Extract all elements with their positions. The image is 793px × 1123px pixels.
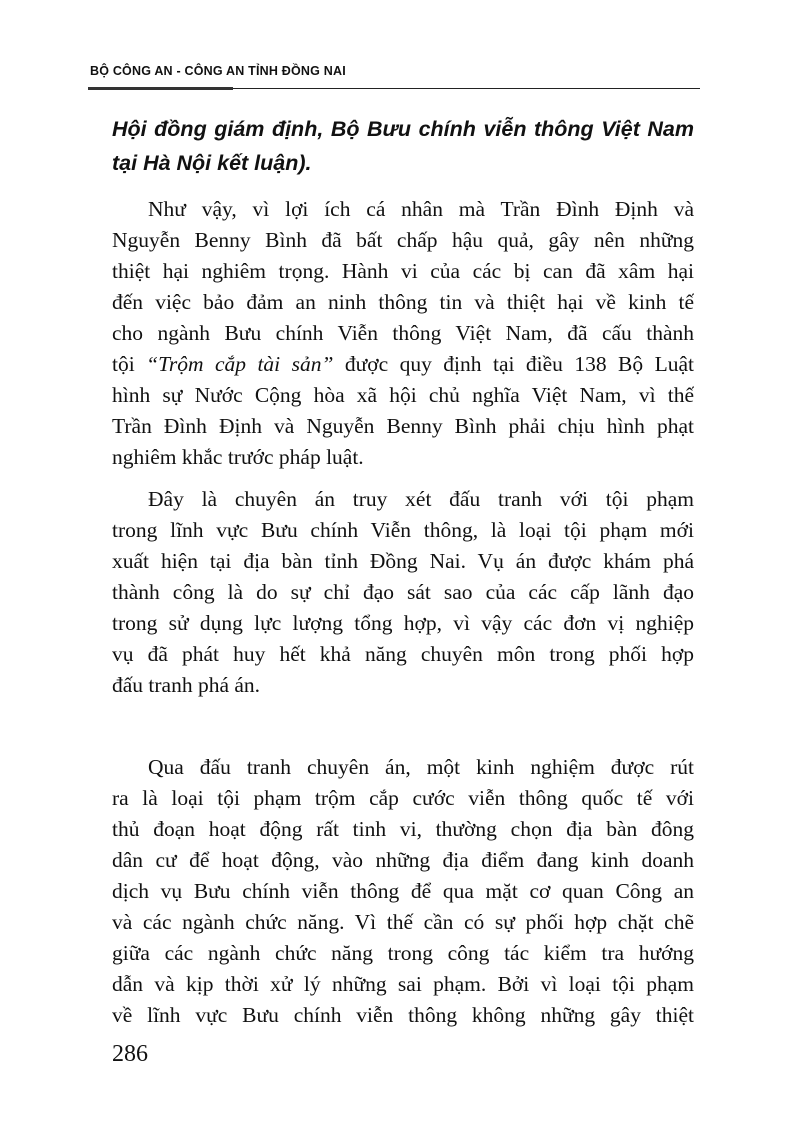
text-line: tại Hà Nội kết luận).: [112, 151, 312, 175]
text-line: thiệt hại nghiêm trọng. Hành vi của các bị can đã xâm hại: [112, 259, 694, 283]
text-line: thủ đoạn hoạt động rất tinh vi, thường chọn địa bàn đông: [112, 817, 694, 841]
text-line: dân cư để hoạt động, vào những địa điểm đang kinh doanh: [112, 848, 694, 872]
page-number: 286: [112, 1041, 148, 1067]
text-line: đến việc bảo đảm an ninh thông tin và thiệt hại về kinh tế: [112, 290, 694, 314]
text-line: hình sự Nước Cộng hòa xã hội chủ nghĩa Việt Nam, vì thế: [112, 383, 694, 407]
text-line: nghiêm khắc trước pháp luật.: [112, 445, 364, 469]
text-line: dịch vụ Bưu chính viễn thông để qua mặt cơ quan Công an: [112, 879, 694, 903]
text-line: cho ngành Bưu chính Viễn thông Việt Nam, đã cấu thành: [112, 321, 694, 345]
text-line: Trần Đình Định và Nguyễn Benny Bình phải chịu hình phạt: [112, 414, 694, 438]
text-line: dẫn và kịp thời xử lý những sai phạm. Bởi vì loại tội phạm: [112, 972, 694, 996]
text-line: ra là loại tội phạm trộm cắp cước viễn thông quốc tế với: [112, 786, 694, 810]
text-line: Qua đấu tranh chuyên án, một kinh nghiệm được rút: [148, 755, 694, 779]
text-line: xuất hiện tại địa bàn tỉnh Đồng Nai. Vụ án được khám phá: [112, 549, 694, 573]
paragraph-3: [112, 752, 694, 1031]
paragraph-1: [112, 194, 694, 473]
text-line: trong lĩnh vực Bưu chính Viễn thông, là loại tội phạm mới: [112, 518, 694, 542]
text-line: Hội đồng giám định, Bộ Bưu chính viễn thông Việt Nam: [112, 117, 694, 141]
text-line: Như vậy, vì lợi ích cá nhân mà Trần Đình Định và: [148, 197, 694, 221]
running-header: BỘ CÔNG AN - CÔNG AN TỈNH ĐỒNG NAI: [90, 64, 346, 78]
text-line: đấu tranh phá án.: [112, 673, 261, 697]
text-line: trong sử dụng lực lượng tổng hợp, vì vậy các đơn vị nghiệp: [112, 611, 694, 635]
text-line: Đây là chuyên án truy xét đấu tranh với tội phạm: [148, 487, 694, 511]
text-line: tội “Trộm cắp tài sản” được quy định tại điều 138 Bộ Luật: [112, 352, 694, 376]
header-rule-accent: [88, 87, 233, 90]
paragraph-2: [112, 484, 694, 701]
text-line: Nguyễn Benny Bình đã bất chấp hậu quả, gây nên những: [112, 228, 694, 252]
text-line: giữa các ngành chức năng trong công tác kiểm tra hướng: [112, 941, 694, 965]
text-line: và các ngành chức năng. Vì thế cần có sự phối hợp chặt chẽ: [112, 910, 694, 934]
text-line: vụ đã phát huy hết khả năng chuyên môn trong phối hợp: [112, 642, 694, 666]
text-line: thành công là do sự chỉ đạo sát sao của các cấp lãnh đạo: [112, 580, 694, 604]
intro-italic: [112, 112, 694, 180]
text-line: về lĩnh vực Bưu chính viễn thông không những gây thiệt: [112, 1003, 694, 1027]
